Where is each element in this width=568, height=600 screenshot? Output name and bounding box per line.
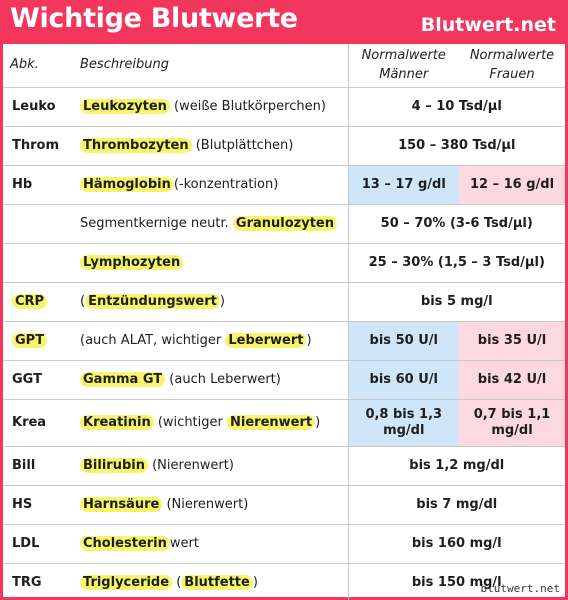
row-abk: GGT [3,360,68,399]
table-row [3,524,565,563]
highlight-abk: CRP [12,294,47,309]
row-description-text: wert [169,535,199,551]
row-value: 4 – 10 Tsd/µl [348,87,565,126]
highlight-term: Blutfette [181,575,253,590]
row-value-women [459,399,565,446]
row-value-women: bis 35 U/l [459,321,565,360]
row-description [68,563,348,600]
row-description [68,87,348,126]
table-row [3,446,565,485]
value-line: 0,8 bis 1,3 [365,406,443,422]
row-abk: TRG [3,563,68,600]
table-row [3,399,565,446]
header-women-line1: Normalwerte [469,48,555,64]
row-description [68,126,348,165]
row-abk [3,282,68,321]
row-abk [3,321,68,360]
row-description [68,321,348,360]
row-description-text: (auch Leberwert) [165,371,281,387]
row-abk: Krea [3,399,68,446]
highlight-term: Kreatinin [80,415,154,430]
table-row [3,243,565,282]
highlight-term: Granulozyten [233,216,337,231]
row-abk: HS [3,485,68,524]
table-row [3,204,565,243]
page-title: Wichtige Blutwerte [10,3,298,34]
row-value-men: bis 50 U/l [348,321,459,360]
row-description [68,243,348,282]
site-name: Blutwert.net [420,14,556,36]
row-value-men [348,399,459,446]
value-line: 0,7 bis 1,1 [473,406,551,422]
highlight-term: Gamma GT [80,372,165,387]
row-value-women: bis 42 U/l [459,360,565,399]
header-men-line1: Normalwerte [361,48,446,64]
row-value: bis 150 mg/l [348,563,565,600]
value-unit: mg/dl [383,422,425,438]
row-abk: Bill [3,446,68,485]
header-women-line2: Frauen [489,67,535,83]
table-row [3,485,565,524]
table-row [3,165,565,204]
header-men-line2: Männer [379,67,429,83]
highlight-abk: GPT [12,333,47,348]
highlight-term: Cholesterin [80,536,170,551]
table-row [3,282,565,321]
highlight-term: Thrombozyten [80,138,192,153]
table-row [3,87,565,126]
row-description [68,524,348,563]
highlight-term: Lymphozyten [80,255,183,270]
row-description [68,485,348,524]
row-value: 50 – 70% (3-6 Tsd/µl) [348,204,565,243]
row-description-text: ( [172,574,182,590]
row-value: 150 – 380 Tsd/µl [348,126,565,165]
row-description [68,446,348,485]
highlight-term: Nierenwert [227,415,315,430]
row-description-text: ( [80,293,86,309]
header-banner [0,0,568,44]
row-value: bis 160 mg/l [348,524,565,563]
row-description-text: (Nierenwert) [147,457,234,473]
row-value: bis 1,2 mg/dl [348,446,565,485]
header-abk: Abk. [10,57,39,73]
highlight-term: Leberwert [225,333,306,348]
blood-values-table [3,44,565,600]
row-description-text: ) [306,332,312,348]
row-description [68,360,348,399]
row-value-men: 13 – 17 g/dl [348,165,459,204]
header-women [459,44,565,87]
row-value-men: bis 60 U/l [348,360,459,399]
table-row [3,321,565,360]
row-description-text: (weiße Blutkörperchen) [169,98,326,114]
row-value: 25 – 30% (1,5 – 3 Tsd/µl) [348,243,565,282]
row-value-women: 12 – 16 g/dl [459,165,565,204]
highlight-term: Entzündungswert [85,294,220,309]
highlight-term: Triglyceride [80,575,172,590]
row-description-text: (auch ALAT, wichtiger [80,332,226,348]
row-description-text: Segmentkernige neutr. [80,215,233,231]
row-abk [3,243,68,282]
row-description-text: ) [252,574,258,590]
row-description [68,165,348,204]
table-row [3,360,565,399]
row-value: bis 5 mg/l [348,282,565,321]
highlight-term: Harnsäure [80,497,162,512]
highlight-term: Hämoglobin [80,177,174,192]
row-description-text: (wichtiger [153,414,227,430]
row-abk: LDL [3,524,68,563]
row-description [68,204,348,243]
header-description: Beschreibung [80,57,170,73]
row-abk: Hb [3,165,68,204]
row-abk: Throm [3,126,68,165]
row-description-text: (Nierenwert) [162,496,249,512]
highlight-term: Bilirubin [80,458,148,473]
row-description-text: (Blutplättchen) [191,137,294,153]
row-description [68,399,348,446]
highlight-term: Leukozyten [80,99,170,114]
row-value: bis 7 mg/dl [348,485,565,524]
header-men [348,44,459,87]
row-description [68,282,348,321]
table-header-row [3,44,565,87]
table-row [3,126,565,165]
row-description-text: (-konzentration) [173,176,279,192]
row-abk: Leuko [3,87,68,126]
value-unit: mg/dl [491,422,533,438]
row-description-text: ) [219,293,225,309]
watermark: blutwert.net [480,582,560,595]
row-description-text: ) [315,414,321,430]
row-abk [3,204,68,243]
